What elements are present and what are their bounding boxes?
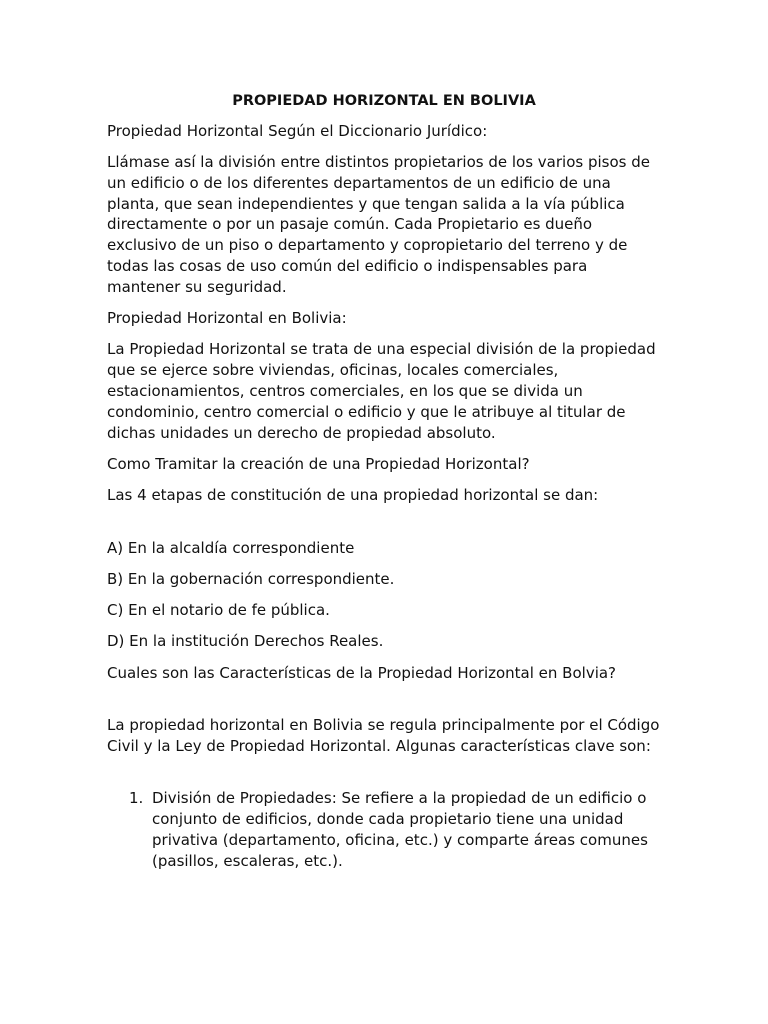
blank-line <box>107 517 661 538</box>
paragraph-how-to-question: Como Tramitar la creación de una Propiedad Horizontal? <box>107 454 530 473</box>
paragraph-stages-intro: Las 4 etapas de constitución de una propiedad horizontal se dan: <box>107 486 599 505</box>
stage-item-b: B) En la gobernación correspondiente. <box>107 569 395 588</box>
stage-item-a: A) En la alcaldía correspondiente <box>107 538 355 557</box>
list-item <box>107 788 661 871</box>
paragraph-characteristics-question: Cuales son las Características de la Propiedad Horizontal en Bolvia? <box>107 663 617 682</box>
blank-line <box>107 767 661 788</box>
paragraph-bolivia-body: La Propiedad Horizontal se trata de una especial división de la propiedad que se ejerce sobre viviendas, oficinas, locales comerciales, estacionamientos, centros comerciales, en los que se divida un condominio, centro comercial o edificio y que le atribuye al titular de dichas unidades un derecho de propiedad absoluto. <box>107 340 656 442</box>
characteristics-list <box>107 788 661 871</box>
paragraph-characteristics-intro: La propiedad horizontal en Bolivia se regula principalmente por el Código Civil y la Ley de Propiedad Horizontal. Algunas características clave son: <box>107 716 660 755</box>
paragraph-bolivia-heading: Propiedad Horizontal en Bolivia: <box>107 309 347 328</box>
stage-item-d: D) En la institución Derechos Reales. <box>107 632 384 651</box>
list-item-text: División de Propiedades: Se refiere a la propiedad de un edificio o conjunto de edificios, donde cada propietario tiene una unidad privativa (departamento, oficina, etc.) y comparte áreas comunes (pasillos, escaleras, etc.). <box>152 789 648 870</box>
paragraph-definition-heading: Propiedad Horizontal Según el Diccionario Jurídico: <box>107 121 488 140</box>
paragraph-definition-body: Llámase así la división entre distintos propietarios de los varios pisos de un edificio o de los diferentes departamentos de un edificio de una planta, que sean independientes y que tengan salida a la vía pública directamente o por un pasaje común. Cada Propietario es dueño exclusivo de un piso o departamento y copropietario del terreno y de todas las cosas de uso común del edificio o indispensables para mantener su seguridad. <box>107 153 650 296</box>
blank-line <box>107 694 661 715</box>
stage-item-c: C) En el notario de fe pública. <box>107 601 330 620</box>
document-title: PROPIEDAD HORIZONTAL EN BOLIVIA <box>232 93 536 109</box>
list-item-number: 1. <box>129 789 144 808</box>
